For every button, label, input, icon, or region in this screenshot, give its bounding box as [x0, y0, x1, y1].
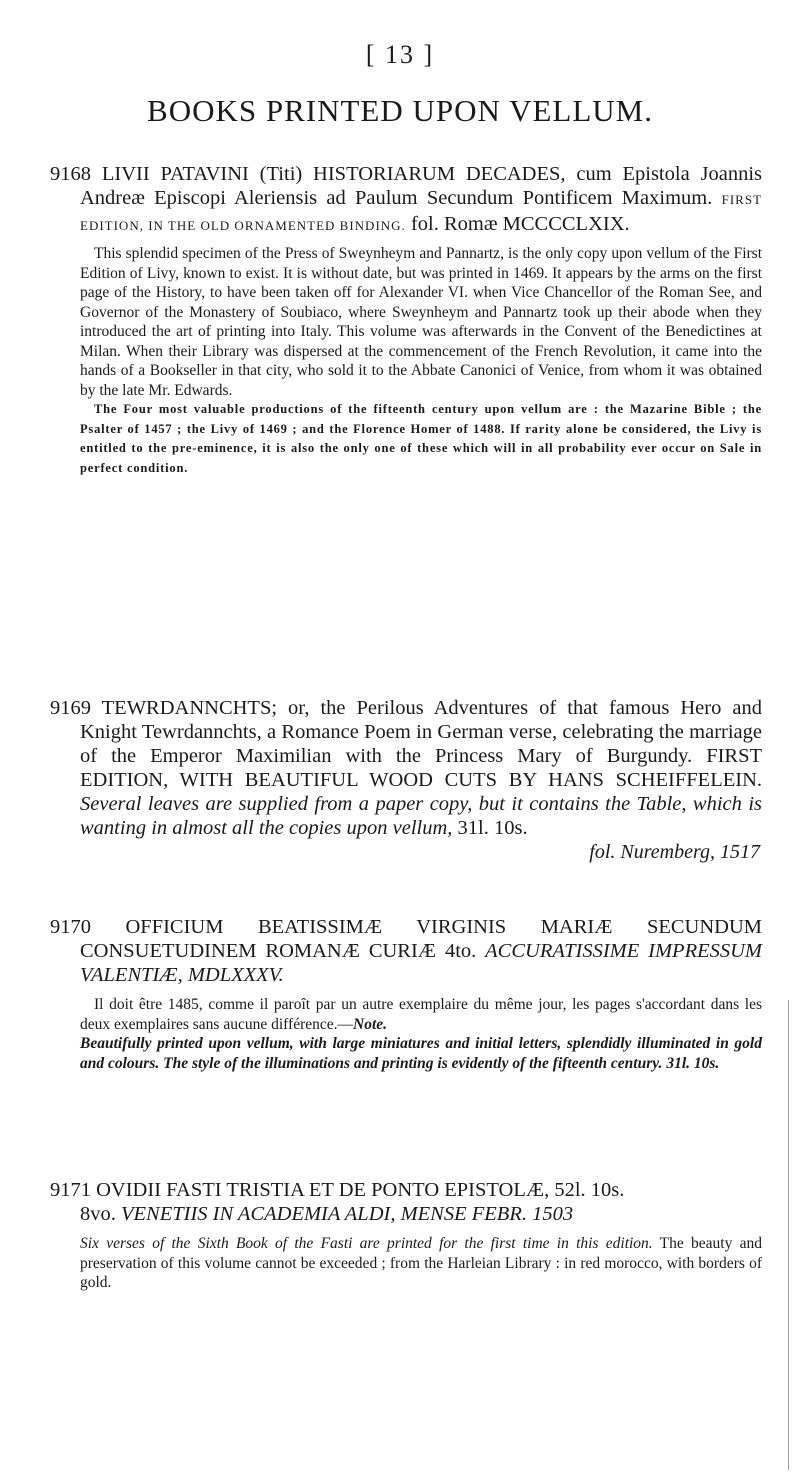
entry-title: OVIDII FASTI TRISTIA ET DE PONTO EPISTOLÆ,: [96, 1179, 550, 1201]
entry-title: TEWRDANNCHTS; or, the Perilous Adventures of that famous Hero and Knight Tewrdannchts, a Romance Poem in German verse, celebrating the marriage of the Emperor Maximilian with the Princess Mary of Burgundy.: [80, 697, 762, 767]
price: 52l. 10s.: [554, 1179, 625, 1201]
lot-number: 9169: [50, 697, 91, 719]
page-edge-line: [788, 1000, 789, 1470]
page-number: [ 13 ]: [365, 40, 435, 69]
entry-note: [80, 995, 762, 1034]
entry-note-small-caps: The Four most valuable productions of the fifteenth century upon vellum are : the Mazarine Bible ; the Psalter of 1457 ; the Livy of 1469 ; and the Florence Homer of 1488. If rarity alone be considered, the Livy is entitled to the pre-eminence, it is also the only one of these which will in all probability ever occur on Sale in perfect condition.: [80, 402, 762, 475]
lot-number: 9171: [50, 1179, 91, 1201]
edition-description: FIRST EDITION, WITH BEAUTIFUL WOOD CUTS BY HANS SCHEIFFELEIN.: [80, 745, 763, 791]
entry-heading: [50, 915, 762, 987]
condition-note: Several leaves are supplied from a paper copy, but it contains the Table, which is wanting in almost all the copies upon vellum,: [80, 793, 762, 839]
note-attribution: Note.: [353, 1015, 388, 1033]
entry-heading: [50, 162, 762, 238]
lot-number: 9170: [50, 916, 91, 938]
note-italic: Six verses of the Sixth Book of the Fasti are printed for the first time in this edition.: [80, 1235, 653, 1252]
entry-heading: [50, 1178, 762, 1226]
lot-number: 9168: [50, 163, 91, 185]
imprint: ACCURATISSIME IMPRESSUM VALENTIÆ, MDLXXXV.: [80, 940, 763, 986]
entry-title: OFFICIUM BEATISSIMÆ VIRGINIS MARIÆ SECUNDUM CONSUETUDINEM ROMANÆ CURIÆ: [80, 916, 763, 962]
entry-note: [80, 1034, 762, 1073]
note-text: The beauty and preservation of this volume cannot be exceeded ; from the Harleian Library : in red morocco, with borders of gold.: [80, 1235, 762, 1291]
entry-heading: [50, 696, 762, 840]
imprint: fol. Romæ MCCCCLXIX.: [410, 213, 630, 235]
entry-title: LIVII PATAVINI (Titi) HISTORIARUM DECADES, cum Epistola Joannis Andreæ Episcopi Aleriensis ad Paulum Secundum Pontificem Maximum.: [80, 163, 763, 209]
note-text: Il doit être 1485, comme il paroît par un autre exemplaire du même jour, les pages s'accordant dans les deux exemplaires sans aucune différence.—: [80, 996, 762, 1033]
format: 8vo.: [80, 1203, 116, 1225]
imprint: VENETIIS IN ACADEMIA ALDI, MENSE FEBR. 1503: [121, 1203, 574, 1225]
format: 4to.: [444, 940, 477, 962]
entry-note: This splendid specimen of the Press of Sweynheym and Pannartz, is the only copy upon vellum of the First Edition of Livy, known to exist. It is without date, but was printed in 1469. It appears by the arms on the first page of the History, to have been taken off for Alexander VI. when Vice Chancellor of the Roman See, and Governor of the Monastery of Soubiaco, where Sweynheym and Pannartz took up their abode when they introduced the art of printing into Italy. This volume was afterwards in the Convent of the Benedictines at Milan. When their Library was dispersed at the commencement of the French Revolution, it came into the hands of a Bookseller in that city, who sold it to the Abbate Canonici of Venice, from whom it was obtained by the late Mr. Edwards.: [80, 245, 762, 399]
catalogue-entry: [50, 696, 762, 864]
note-text: Beautifully printed upon vellum, with large miniatures and initial letters, splendidly illuminated in gold and colours. The style of the illuminations and printing is evidently of the fifteenth century.: [80, 1035, 762, 1072]
catalogue-entry: [50, 162, 762, 478]
page-title: BOOKS PRINTED UPON VELLUM.: [147, 93, 653, 128]
edition-description: FIRST EDITION, IN THE OLD ORNAMENTED BINDING.: [80, 192, 763, 233]
price: 31l. 10s.: [457, 817, 528, 839]
catalogue-entry: [50, 915, 762, 1073]
price: 31l. 10s.: [666, 1054, 720, 1072]
entry-note: [80, 1234, 762, 1293]
catalogue-entry: [50, 1178, 762, 1293]
imprint: fol. Nuremberg, 1517: [589, 841, 760, 863]
